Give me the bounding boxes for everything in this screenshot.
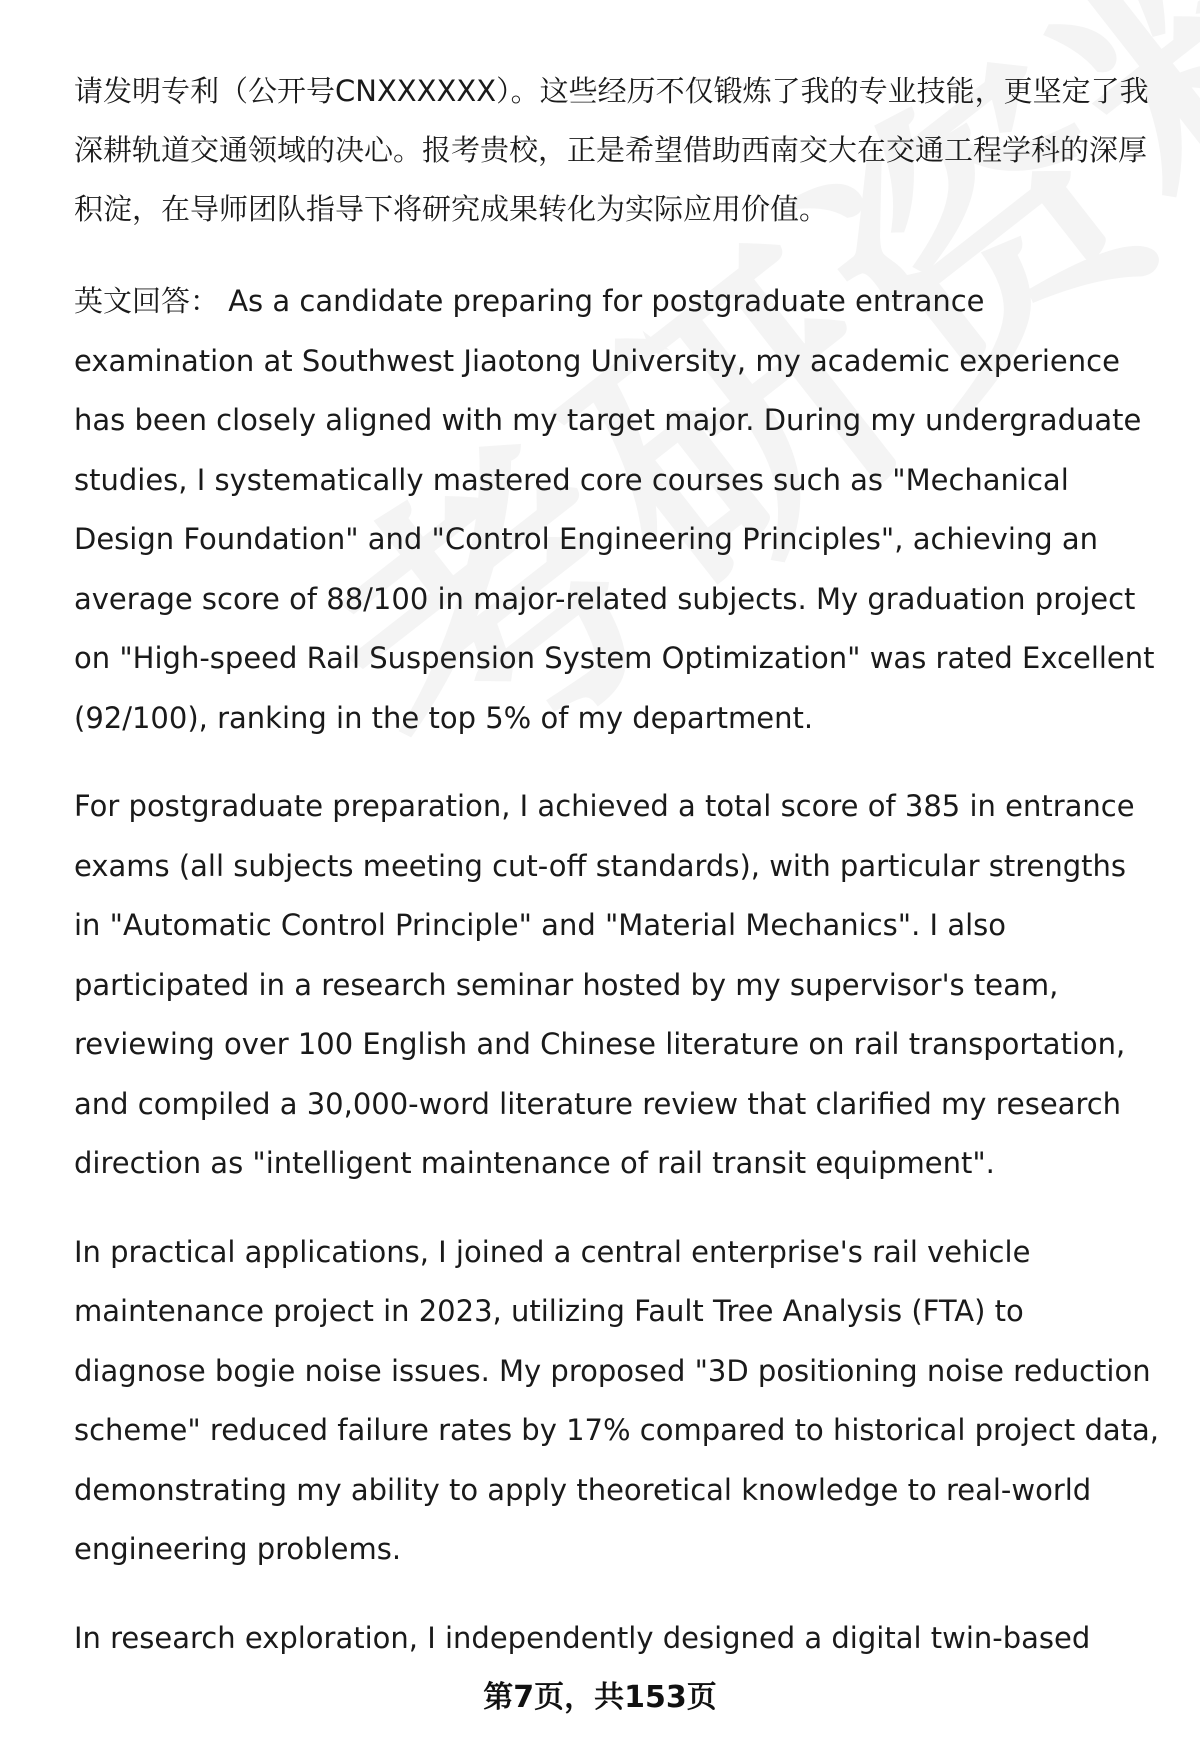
document-page [74,62,1160,1697]
paragraph-practical-applications: In practical applications, I joined a central enterprise's rail vehicle maintenance project in 2023, utilizing Fault Tree Analysis (FTA) to diagnose bogie noise issues. My proposed "3D positioning noise reduction scheme" reduced failure rates by 17% compared to historical project data, demonstrating my ability to apply theoretical knowledge to real-world engineering problems. [74,1234,1160,1566]
paragraph-research-exploration: In research exploration, I independently designed a digital twin-based [74,1620,1091,1655]
page-number-footer: 第7页，共153页 [483,1680,717,1715]
paragraph-english-answer: 英文回答： As a candidate preparing for postgraduate entrance examination at Southwest Jiaotong University, my academic experience has been closely aligned with my target major. During my undergraduate studies, I systematically mastered core courses such as "Mechanical Design Foundation" and "Control Engineering Principles", achieving an average score of 88/100 in major-related subjects. My graduation project on "High-speed Rail Suspension System Optimization" was rated Excellent (92/100), ranking in the top 5% of my department. [74,284,1155,735]
paragraph-postgraduate-preparation: For postgraduate preparation, I achieved a total score of 385 in entrance exams (all subjects meeting cut-off standards), with particular strengths in "Automatic Control Principle" and "Material Mechanics". I also participated in a research seminar hosted by my supervisor's team, reviewing over 100 English and Chinese literature on rail transportation, and compiled a 30,000-word literature review that clarified my research direction as "intelligent maintenance of rail transit equipment". [74,789,1135,1180]
paragraph-chinese-intro: 请发明专利（公开号CNXXXXXX）。这些经历不仅锻炼了我的专业技能，更坚定了我深耕轨道交通领域的决心。报考贵校，正是希望借助西南交大在交通工程学科的深厚积淀，在导师团队指导下将研究成果转化为实际应用价值。 [74,74,1149,226]
